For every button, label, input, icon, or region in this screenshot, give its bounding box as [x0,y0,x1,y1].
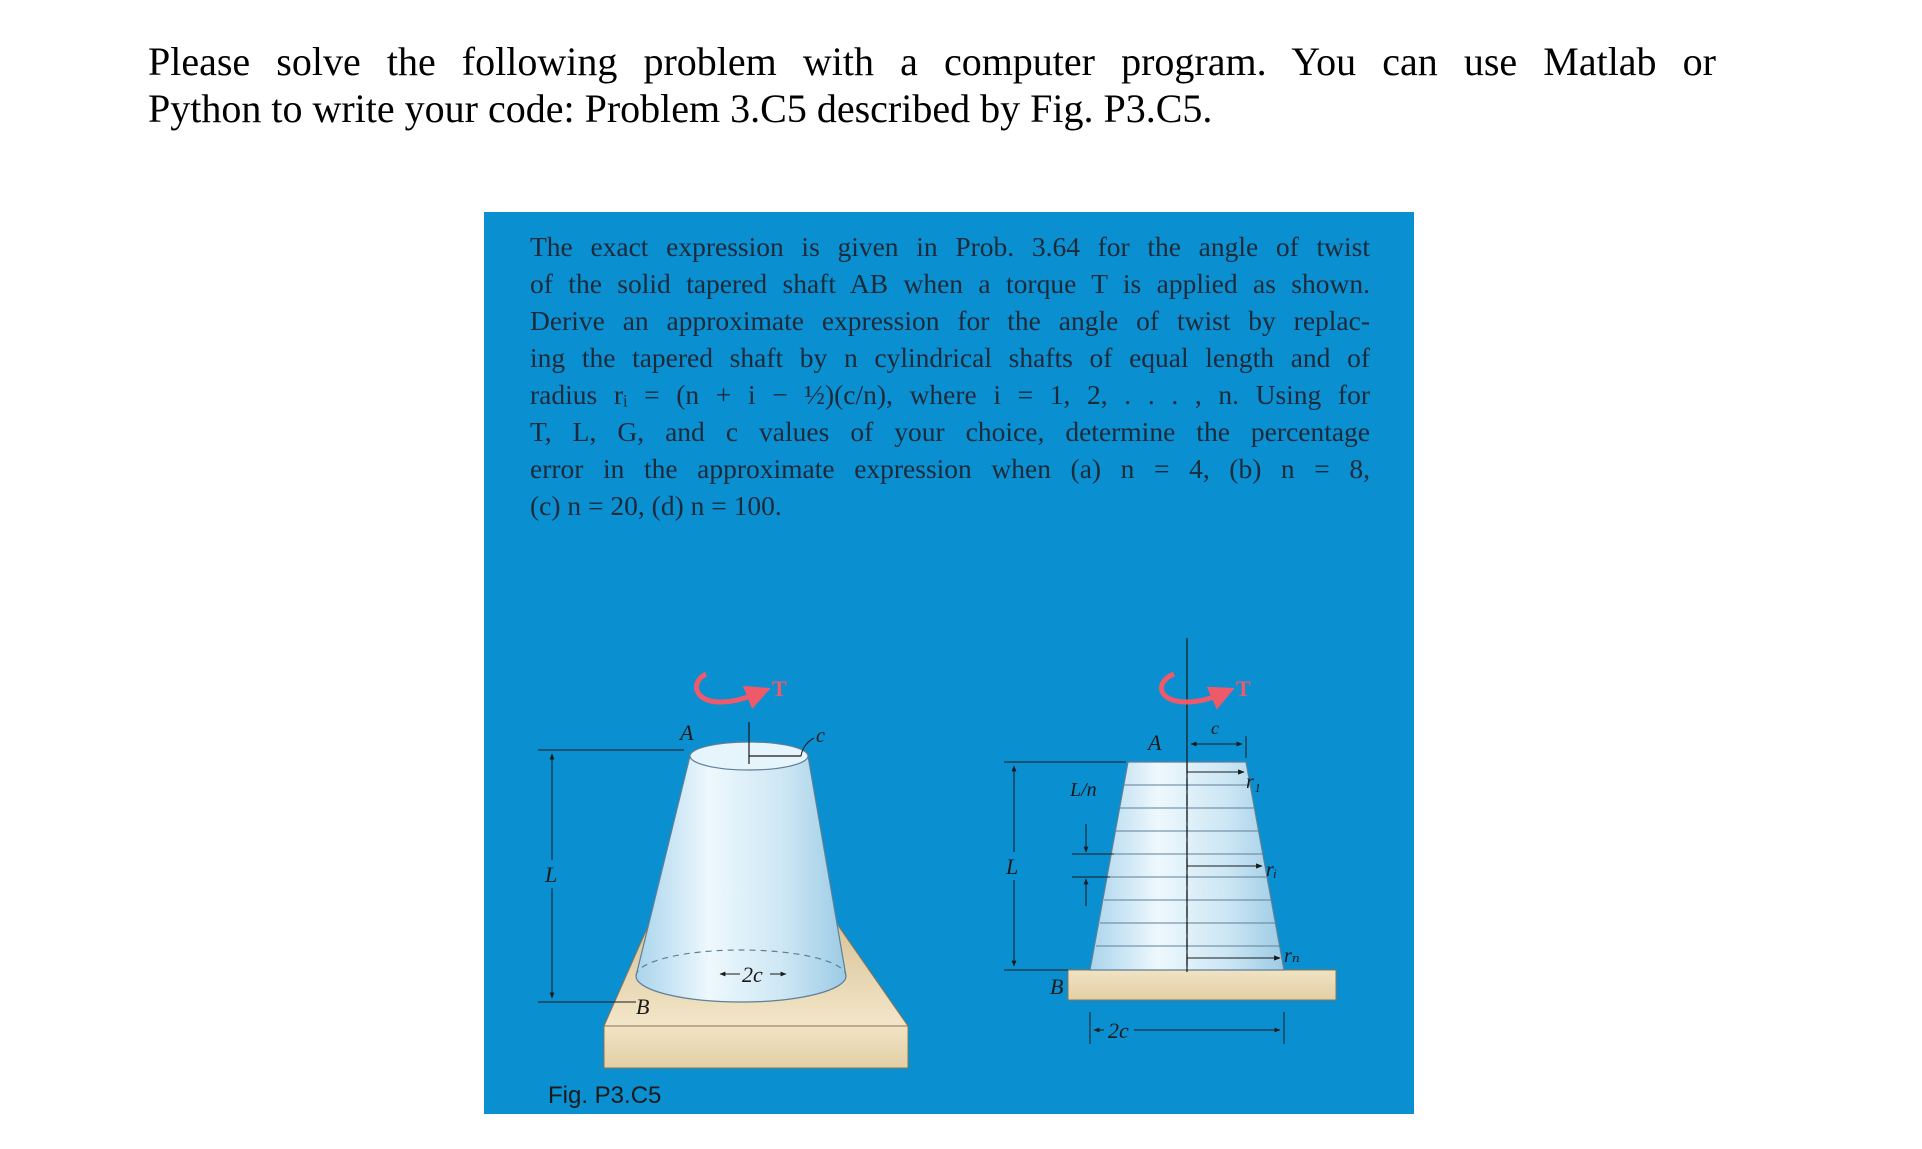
right-A-label: A [1148,730,1162,755]
left-torque-arrow [697,674,766,702]
right-torque-arrow [1162,674,1231,702]
right-base [1068,970,1336,1000]
problem-line: of the solid tapered shaft AB when a torque T is applied as shown. [530,268,1370,299]
intro-line-2: Python to write your code: Problem 3.C5 described by Fig. P3.C5. [148,86,1213,131]
left-2c-label: 2c [742,962,763,987]
problem-line: The exact expression is given in Prob. 3.64 for the angle of twist [530,231,1370,262]
right-L-label: L [1006,854,1019,879]
left-c-label: c [816,725,825,747]
right-2c-label: 2c [1108,1018,1129,1043]
left-A-label: A [680,720,694,745]
right-rn-label: rₙ [1284,945,1300,967]
left-base-front [604,1026,908,1068]
right-c-label: c [1211,718,1219,738]
problem-line: Derive an approximate expression for the angle of twist by replac- [530,305,1370,336]
figure-p3-c5 [484,212,1414,1114]
right-figure [1004,638,1336,1044]
left-L-label: L [545,862,558,887]
problem-panel [484,212,1414,1114]
right-Ln-label: L/n [1070,779,1097,801]
intro-line-1: Please solve the following problem with a computer program. You can use Matlab or [148,39,1716,84]
problem-line: error in the approximate expression when (a) n = 4, (b) n = 8, [530,453,1370,484]
right-ri-label: rᵢ [1266,859,1277,881]
left-figure [538,674,908,1068]
right-B-label: B [1050,974,1064,999]
figure-caption: Fig. P3.C5 [548,1082,662,1109]
left-B-label: B [636,994,650,1019]
intro-text [148,38,1716,132]
problem-line: (c) n = 20, (d) n = 100. [530,490,782,521]
left-torque-label: T [772,676,787,701]
problem-line: radius rᵢ = (n + i − ½)(c/n), where i = 1, 2, . . . , n. Using for [530,379,1370,410]
problem-line: T, L, G, and c values of your choice, determine the percentage [530,416,1370,447]
left-tapered-shaft [636,756,846,1002]
right-torque-label: T [1236,676,1251,701]
problem-line: ing the tapered shaft by n cylindrical shafts of equal length and of [530,342,1370,373]
right-r1-label: r₁ [1246,771,1261,793]
